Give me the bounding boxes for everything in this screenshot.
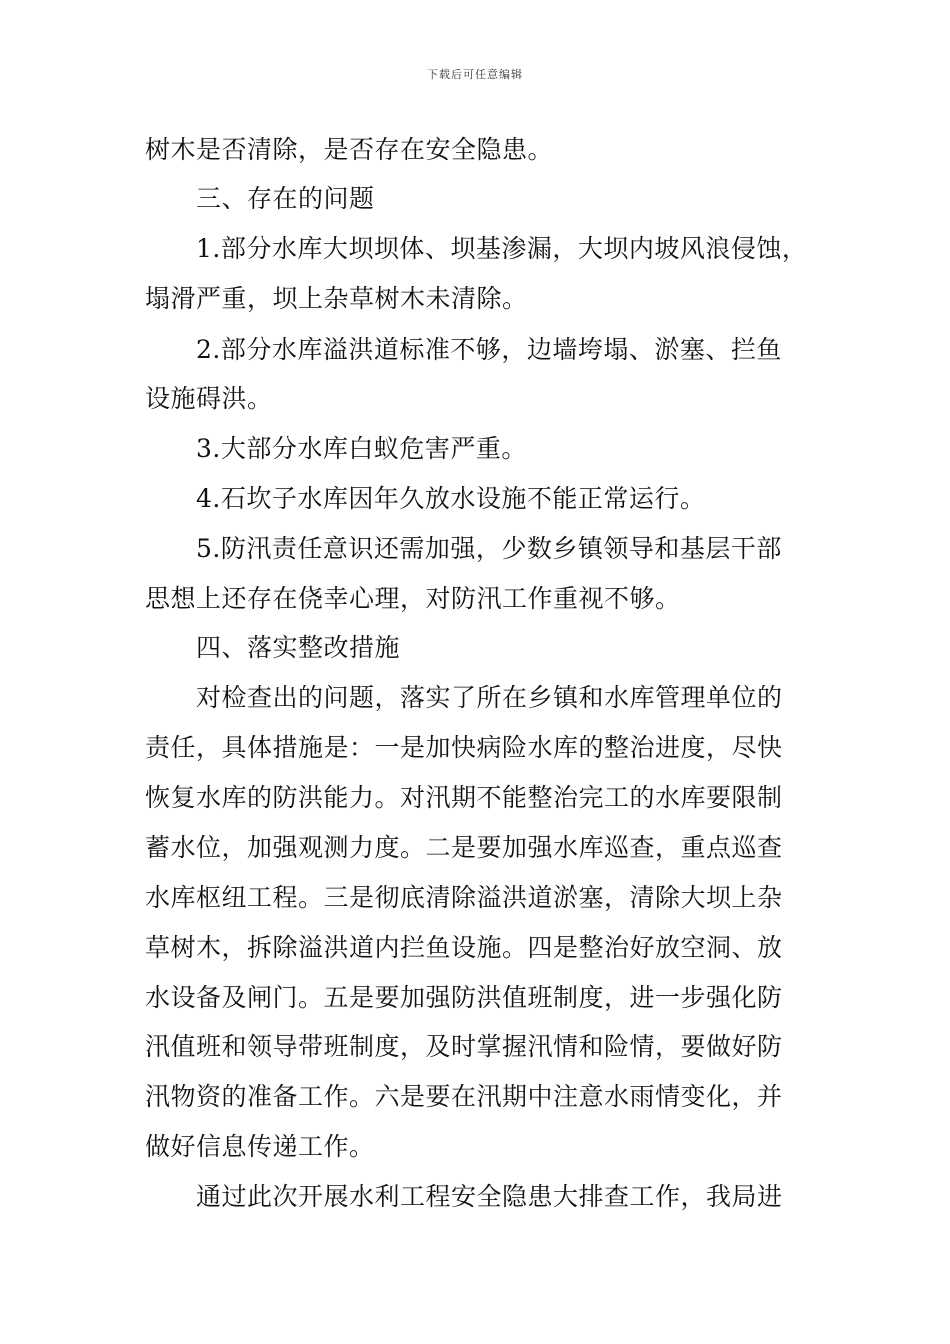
text-line: 3.大部分水库白蚁危害严重。	[196, 434, 527, 463]
text-line: 塌滑严重，坝上杂草树木未清除。	[145, 284, 528, 313]
text-line: 5.防汛责任意识还需加强，少数乡镇领导和基层干部	[196, 534, 782, 563]
text-line: 2.部分水库溢洪道标准不够，边墙垮塌、淤塞、拦鱼	[196, 335, 782, 364]
text-line: 草树木，拆除溢洪道内拦鱼设施。四是整治好放空洞、放	[145, 933, 783, 962]
text-line: 设施碍洪。	[145, 384, 273, 413]
text-line: 4.石坎子水库因年久放水设施不能正常运行。	[196, 484, 706, 513]
text-line: 责任，具体措施是：一是加快病险水库的整治进度，尽快	[145, 733, 783, 762]
text-line: 通过此次开展水利工程安全隐患大排查工作，我局进	[196, 1182, 783, 1211]
text-line: 做好信息传递工作。	[145, 1132, 375, 1161]
text-line: 汛值班和领导带班制度，及时掌握汛情和险情，要做好防	[145, 1032, 783, 1061]
text-line: 水设备及闸门。五是要加强防洪值班制度，进一步强化防	[145, 983, 783, 1012]
section-heading: 三、存在的问题	[196, 184, 375, 213]
text-line: 水库枢纽工程。三是彻底清除溢洪道淤塞，清除大坝上杂	[145, 883, 783, 912]
section-heading: 四、落实整改措施	[196, 633, 401, 662]
text-line: 恢复水库的防洪能力。对汛期不能整治完工的水库要限制	[145, 783, 783, 812]
text-line: 思想上还存在侥幸心理，对防汛工作重视不够。	[145, 584, 681, 613]
text-line: 树木是否清除，是否存在安全隐患。	[145, 135, 554, 164]
text-line: 蓄水位，加强观测力度。二是要加强水库巡查，重点巡查	[145, 833, 783, 862]
page-header: 下载后可任意编辑	[427, 68, 523, 81]
text-line: 汛物资的准备工作。六是要在汛期中注意水雨情变化，并	[145, 1082, 783, 1111]
text-line: 对检查出的问题，落实了所在乡镇和水库管理单位的	[196, 683, 783, 712]
text-line: 1.部分水库大坝坝体、坝基渗漏，大坝内坡风浪侵蚀，	[196, 234, 808, 263]
